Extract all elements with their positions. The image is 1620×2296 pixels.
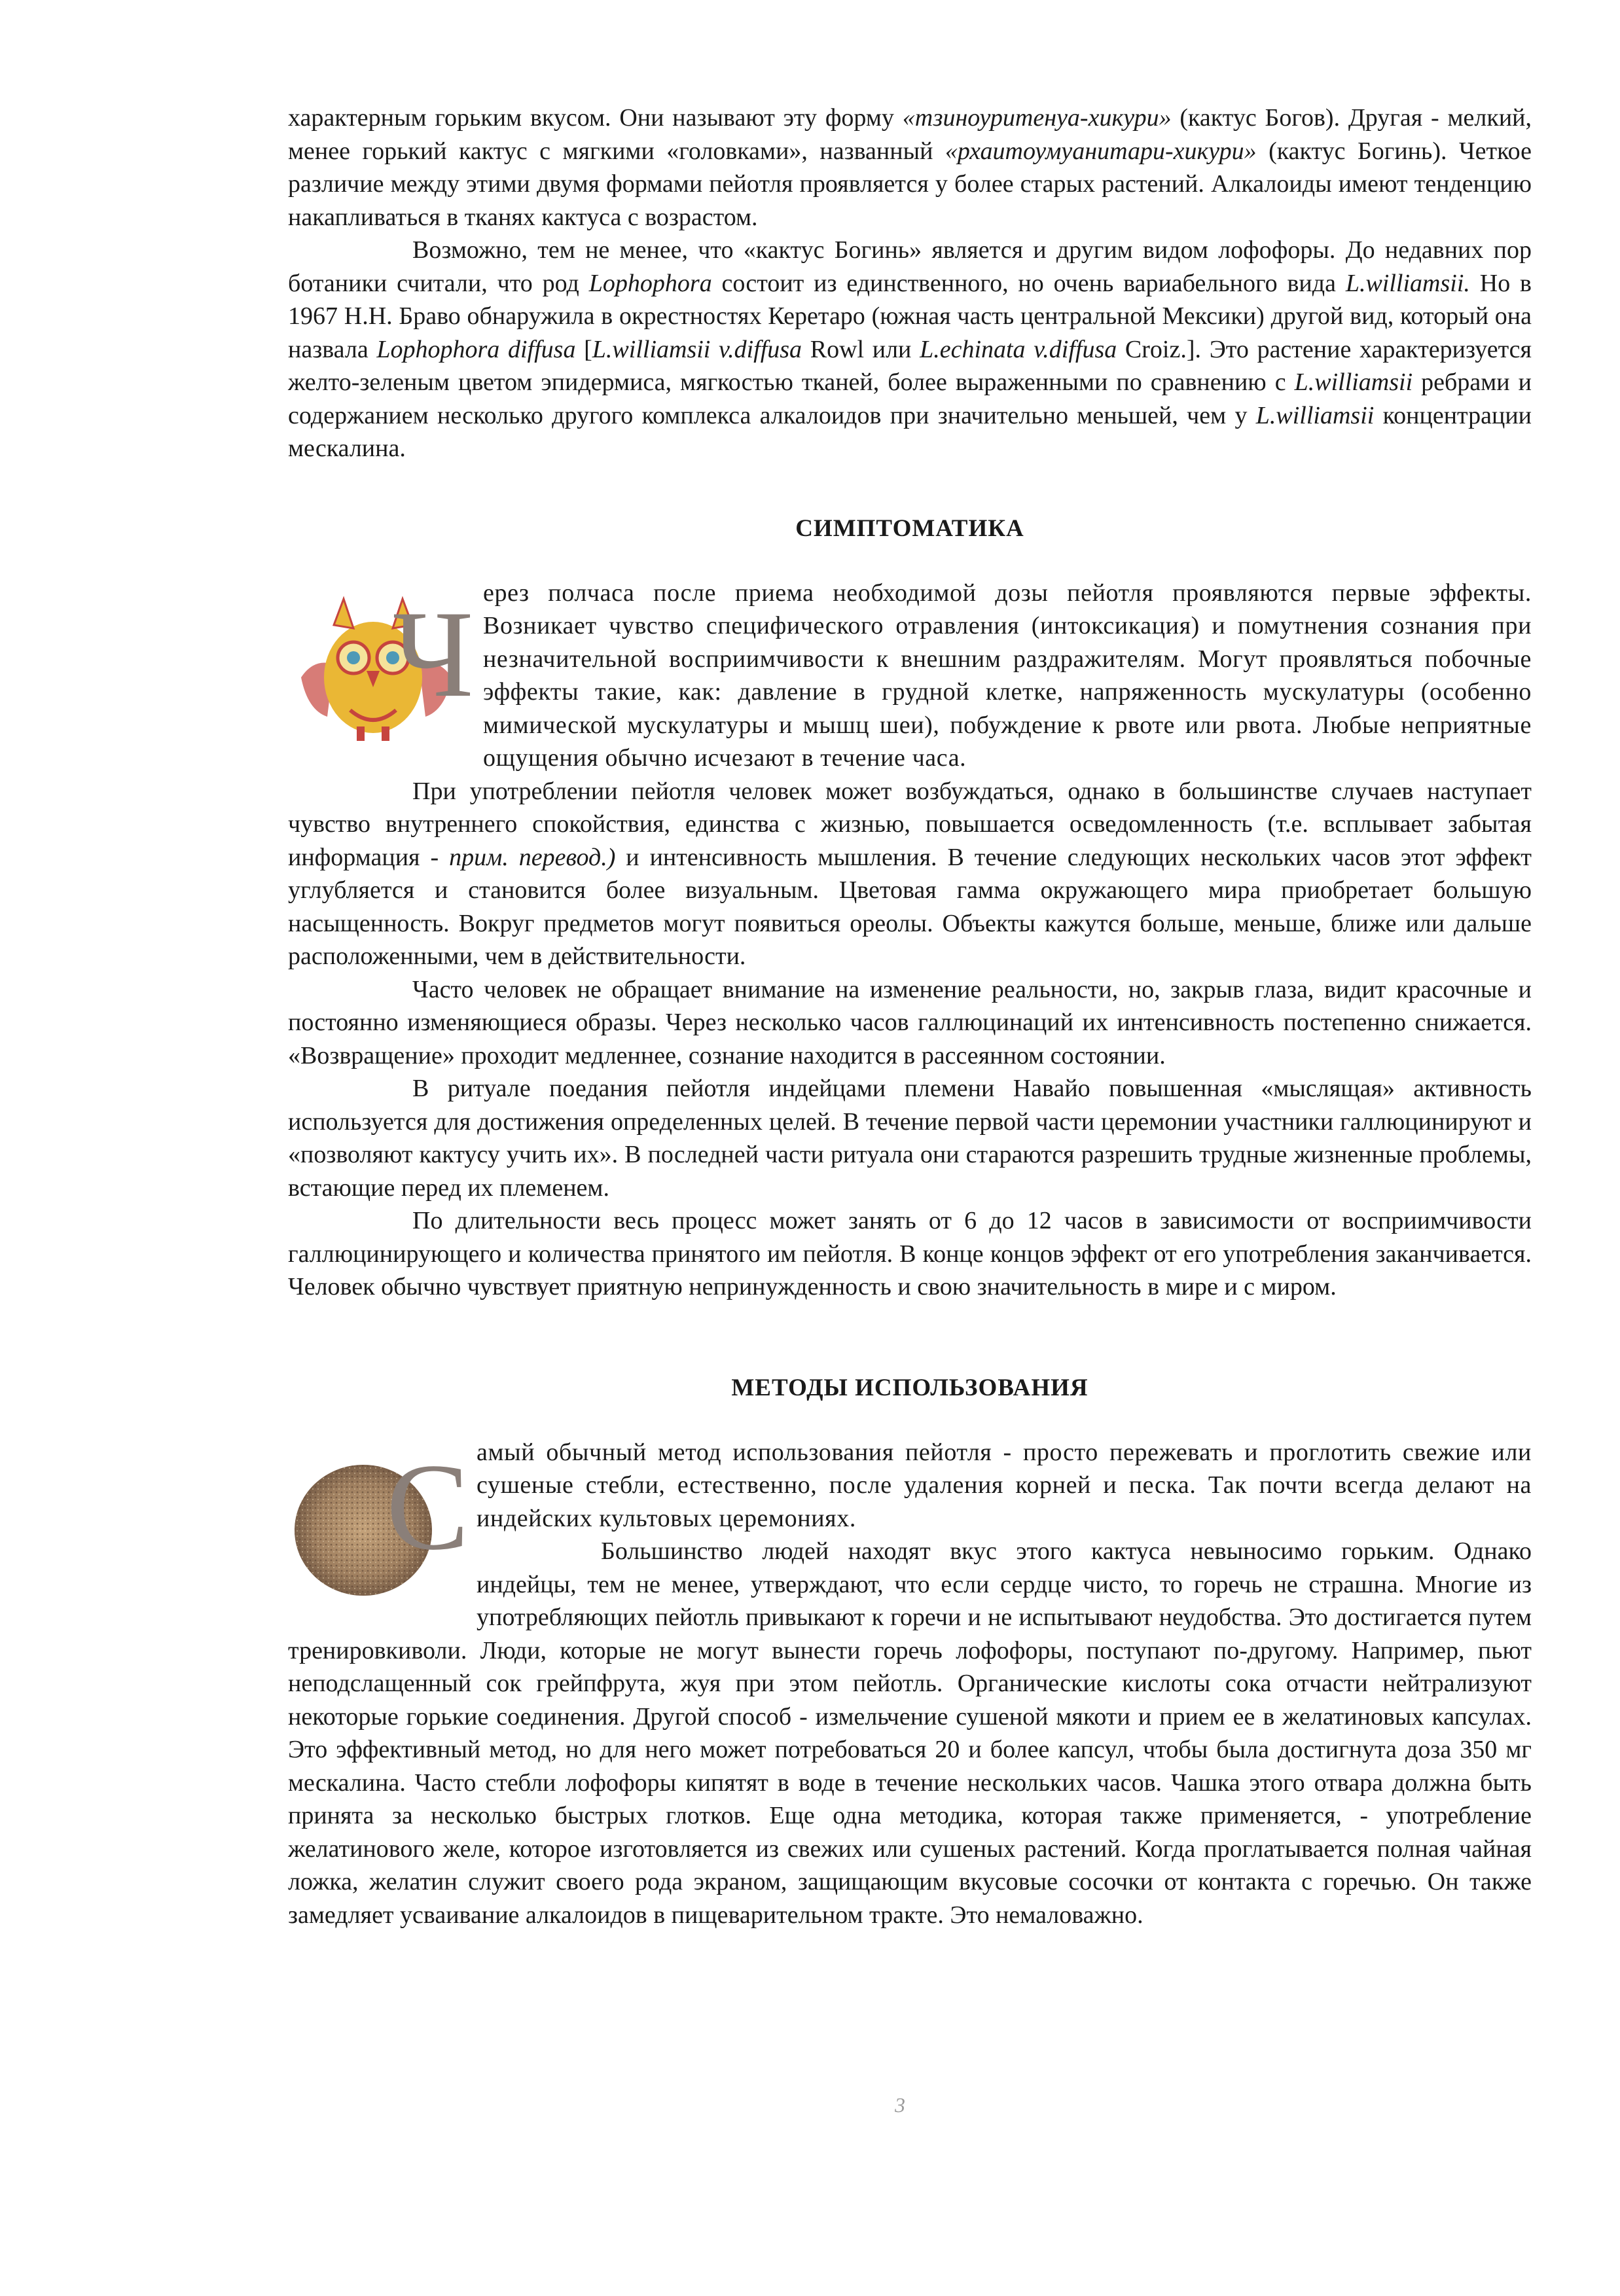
owl-illustration bbox=[288, 579, 474, 743]
section-heading-symptoms: СИМПТОМАТИКА bbox=[795, 514, 1024, 542]
symptoms-paragraph-2: При употреблении пейотля человек может возбуждаться, однако в большинстве случаев наступает чувство внутреннего спокойствия, единства с жизнью, повышается осведомленность (т.е. всплывает забытая информация - прим. перевод.) и интенсивность мышления. В течение следующих нескольких часов этот эффект углубляется и становится более визуальным. Цветовая гамма окружающего мира приобретает большую насыщенность. Вокруг предметов могут появиться ореолы. Объекты кажутся больше, меньше, ближе или дальше расположенными, чем в действительности. bbox=[288, 777, 1532, 970]
drop-cap-s: С bbox=[386, 1438, 469, 1576]
symptoms-section bbox=[288, 577, 1532, 775]
symptoms-paragraph-4: В ритуале поедания пейотля индейцами племени Навайо повышенная «мыслящая» активность используется для достижения определенных целей. В течение первой части церемонии участники галлюцинируют и «позволяют кактусу учить их». В последней части ритуала они стараются разрешить трудные жизненные проблемы, встающие перед их племенем. bbox=[288, 1075, 1532, 1202]
cactus-illustration bbox=[288, 1438, 469, 1609]
symptoms-paragraph-1: ерез полчаса после приема необходимой дозы пейотля проявляются первые эффекты. Возникает чувство специфического отравления (интоксикация) и помутнения сознания при незначительной восприимчивости к внешним раздражителям. Могут проявляться побочные эффекты такие, как: давление в грудной клетке, напряженность мускулатуры (особенно мимической мускулатуры и мышц шеи), побуждение к рвоте или рвота. Любые неприятные ощущения обычно исчезают в течение часа. bbox=[483, 579, 1532, 772]
intro-paragraph-1: характерным горьким вкусом. Они называют эту форму «тзиноуритенуа-хикури» (кактус Богов). Другая - мелкий, менее горький кактус с мягкими «головками», названный «рхаитоумуанитари-хикури» (кактус Богинь). Четкое различие между этими двумя формами пейотля проявляется у более старых растений. Алкалоиды имеют тенденцию накапливаться в тканях кактуса с возрастом. bbox=[288, 104, 1532, 231]
page-content bbox=[288, 101, 1532, 1931]
methods-paragraph-2: Большинство людей находят вкус этого кактуса невыносимо горьким. Однако индейцы, тем не менее, утверждают, что если сердце чисто, то горечь не страшна. Многие из употребляющих пейотль привыкают к горечи и не испытывают неудобства. Это достигается путем тренировкиволи. Люди, которые не могут вынести горечь лофофоры, поступают по-другому. Например, пьют неподслащенный сок грейпфрута, жуя при этом пейотль. Органические кислоты сока отчасти нейтрализуют некоторые горькие соединения. Другой способ - измельчение сушеной мякоти и прием ее в желатиновых капсулах. Это эффективный метод, но для него может потребоваться 20 и более капсул, чтобы была достигнута доза 350 мг мескалина. Часто стебли лофофоры кипятят в воде в течение нескольких часов. Чашка этого отвара должна быть принята за несколько быстрых глотков. Еще одна методика, которая также применяется, - употребление желатинового желе, которое изготовляется из свежих или сушеных растений. Когда проглатывается полная чайная ложка, желатин служит своего рода экраном, защищающим вкусовые сосочки от контакта с горечью. Он также замедляет усваивание алкалоидов в пищеварительном тракте. Это немаловажно. bbox=[288, 1537, 1532, 1929]
methods-paragraph-1: амый обычный метод использования пейотля - просто пережевать и проглотить свежие или сушеные стебли, естественно, после удаления корней и песка. Так почти всегда делают на индейских культовых церемониях. bbox=[477, 1438, 1532, 1532]
section-heading-methods: МЕТОДЫ ИСПОЛЬЗОВАНИЯ bbox=[731, 1374, 1089, 1401]
symptoms-paragraph-3: Часто человек не обращает внимание на изменение реальности, но, закрыв глаза, видит красочные и постоянно изменяющиеся образы. Через несколько часов галлюцинаций их интенсивность постепенно снижается. «Возвращение» проходит медленнее, сознание находится в рассеянном состоянии. bbox=[288, 975, 1532, 1069]
intro-paragraph-2: Возможно, тем не менее, что «кактус Богинь» является и другим видом лофофоры. До недавних пор ботаники считали, что род Lophophora состоит из единственного, но очень вариабельного вида L.williamsii. Но в 1967 Н.Н. Браво обнаружила в окрестностях Керетаро (южная часть центральной Мексики) другой вид, который она назвала Lophophora diffusa [L.williamsii v.diffusa Rowl или L.echinata v.diffusa Croiz.]. Это растение характеризуется желто-зеленым цветом эпидермиса, мягкостью тканей, более выраженными по сравнению с L.williamsii ребрами и содержанием несколько другого комплекса алкалоидов при значительно меньшей, чем у L.williamsii концентрации мескалина. bbox=[288, 236, 1532, 462]
drop-cap-ch: Ч bbox=[393, 585, 474, 723]
symptoms-paragraph-5: По длительности весь процесс может занять от 6 до 12 часов в зависимости от восприимчивости галлюцинирующего и количества принятого им пейотля. В конце концов эффект от его употребления заканчивается. Человек обычно чувствует приятную непринужденность и свою значительность в мире и с миром. bbox=[288, 1207, 1532, 1300]
page-number: 3 bbox=[895, 2093, 905, 2117]
methods-section bbox=[288, 1436, 1532, 1932]
